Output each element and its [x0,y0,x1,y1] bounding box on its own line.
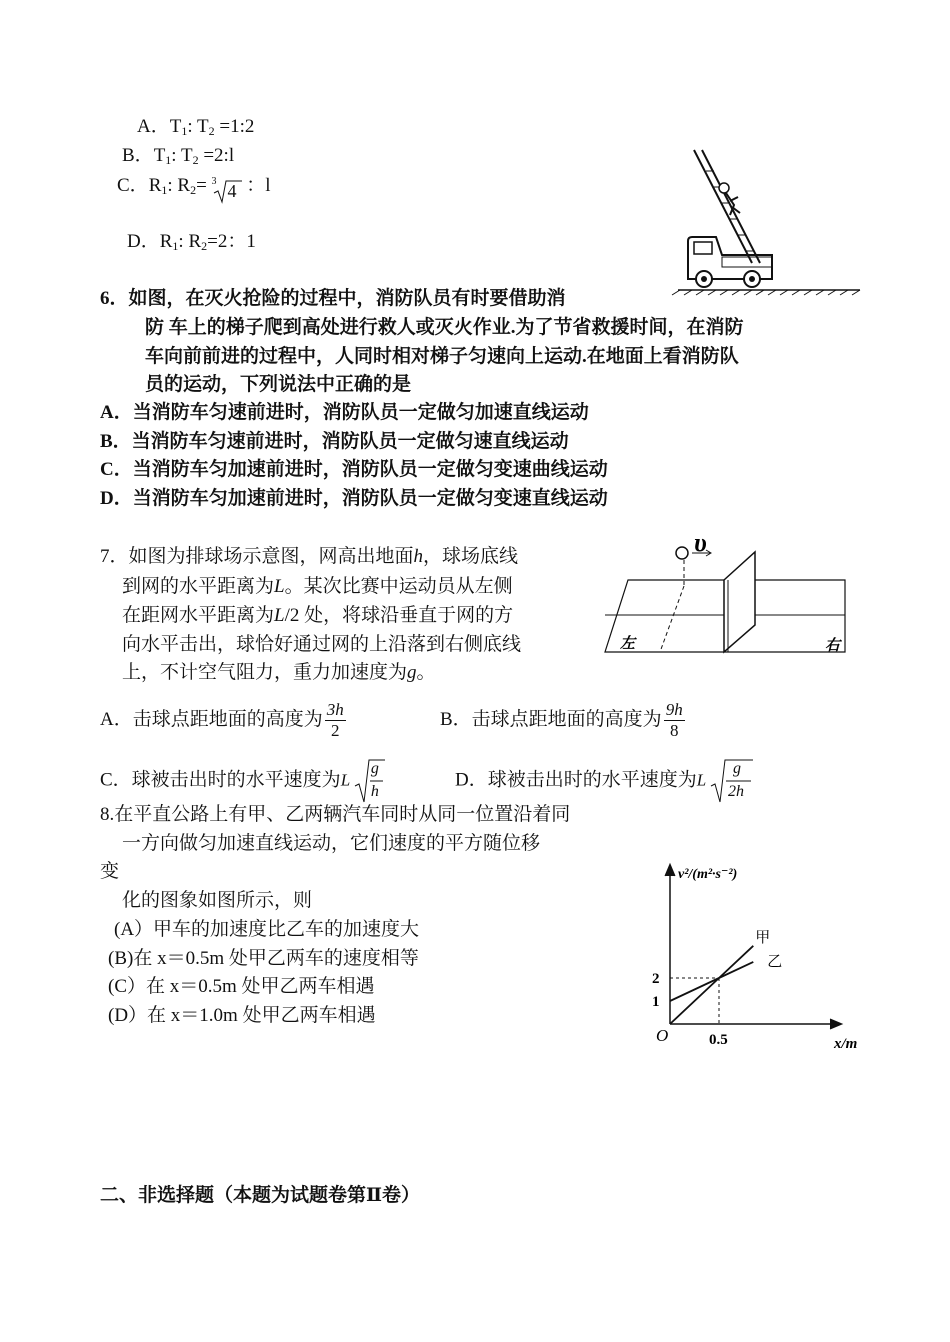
volleyball-court-figure [600,530,850,660]
q8-stem-line-2: 一方向做匀加速直线运动，它们速度的平方随位移 [122,833,541,854]
cube-root: 3 4 [212,175,242,201]
series-label: 乙 [767,953,783,970]
v-squared-vs-x-chart [648,858,878,1058]
q6-option-a: A．当消防车匀速前进时，消防队员一定做匀加速直线运动 [100,402,589,423]
q8-option-a: (A）甲车的加速度比乙车的加速度大 [114,919,420,940]
q7-stem-line-5: 上，不计空气阻力，重力加速度为g。 [122,662,436,683]
x-axis-arrow [830,1019,842,1029]
q6-option-b: B．当消防车匀速前进时，消防队员一定做匀速直线运动 [100,431,569,452]
q8-stem-line-3: 变 [100,861,120,882]
q7-option-c: C．球被击出时的水平速度为L g h [100,758,385,804]
x-axis-label: x/m [834,1036,858,1052]
x-tick-label: 0.5 [709,1032,728,1048]
sqrt-g-over-2h: g 2h [711,758,753,804]
q7-stem-line-1: 7．如图为排球场示意图，网高出地面h，球场底线 [100,546,519,567]
q6-stem-line-4: 员的运动，下列说法中正确的是 [145,374,412,395]
y-tick-label: 1 [652,994,660,1010]
q5-option-b: B．$T_1$: $T_2$ =2:l [122,145,235,167]
q8-stem-line-1: 8.在平直公路上有甲、乙两辆汽车同时从同一位置沿着同 [100,804,571,825]
y-axis-label: v²/(m²·s⁻²) [678,867,738,882]
q6-stem-line-2: 防 车上的梯子爬到高处进行救人或灭火作业.为了节省救援时间，在消防 [145,317,744,338]
velocity-label: υ [694,528,707,557]
series-line [670,946,753,1024]
section-2-heading: 二、非选择题（本题为试题卷第Ⅱ卷） [100,1185,421,1206]
q7-option-b: B．击球点距地面的高度为 $\frac{9h}{8}$ [440,700,683,740]
fraction-9h-8: $\frac{9h}{8}$ [665,700,683,740]
fraction-3h-2: $\frac{3h}{2}$ [326,700,344,740]
sqrt-g-over-h: g h [355,758,385,804]
y-axis-arrow [665,864,675,876]
fire-truck-figure [660,145,870,295]
q8-option-c: (C）在 x＝0.5m 处甲乙两车相遇 [108,976,375,997]
court-right-label: 右 [825,638,841,654]
q7-option-a: A．击球点距地面的高度为 $\frac{3h}{2}$ [100,700,344,740]
q7-option-d: D．球被击出时的水平速度为L g 2h [455,758,753,804]
q5-option-c: C．$R_1$: $R_2=$ 3 4 ：l [117,175,271,201]
q6-stem-line-1: 6．如图，在灭火抢险的过程中，消防队员有时要借助消 [100,288,566,309]
series-line [670,962,753,1001]
q8-stem-line-4: 化的图象如图所示，则 [122,890,313,911]
q7-stem-line-3: 在距网水平距离为L/2 处，将球沿垂直于网的方 [122,605,514,626]
court-left-label: 左 [620,636,636,652]
q5-option-d: D．$R_1$: $R_2=2$：1 [127,231,256,253]
q6-option-c: C．当消防车匀加速前进时，消防队员一定做匀变速曲线运动 [100,459,608,480]
y-tick-label: 2 [652,971,660,987]
q7-stem-line-4: 向水平击出，球恰好通过网的上沿落到右侧底线 [122,634,522,655]
q7-stem-line-2: 到网的水平距离为L。某次比赛中运动员从左侧 [122,576,513,597]
q6-stem-line-3: 车向前前进的过程中，人同时相对梯子匀速向上运动.在地面上看消防队 [145,346,739,367]
q8-option-b: (B)在 x＝0.5m 处甲乙两车的速度相等 [108,948,419,969]
origin-label: O [656,1026,669,1045]
series-label: 甲 [755,929,771,946]
q8-option-d: (D）在 x＝1.0m 处甲乙两车相遇 [108,1005,376,1026]
q6-option-d: D．当消防车匀加速前进时，消防队员一定做匀变速直线运动 [100,488,608,509]
q5-option-a: A．$T_1$: $T_2$ =1:2 [137,116,255,138]
